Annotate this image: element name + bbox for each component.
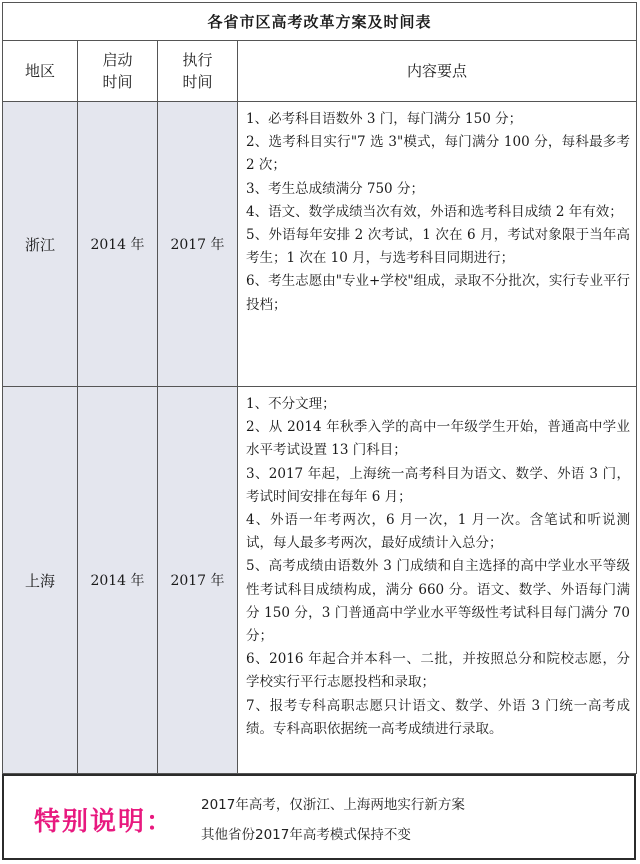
note-line: 2017年高考，仅浙江、上海两地实行新方案 xyxy=(201,797,465,813)
reform-table xyxy=(2,2,637,774)
start-time-cell: 2014 年 xyxy=(78,102,158,387)
table-title: 各省市区高考改革方案及时间表 xyxy=(3,3,637,41)
content-cell: 1、必考科目语数外 3 门，每门满分 150 分； 2、选考科目实行"7 选 3"模式，每门满分 100 分，每科最多考 2 次； 3、考生总成绩满分 750 分； 4、语文、数学成绩当次有效，外语和选考科目成绩 2 年有效； 5、外语每年安排 2 次考试，1 次在 6 月，考试对象限于当年高考生；1 次在 10 月，与选考科目同期进行； 6、考生志愿由"专业+学校"组成，录取不分批次，实行专业平行投档； xyxy=(238,102,637,387)
header-start-time: 启动 时间 xyxy=(78,41,158,102)
region-cell: 浙江 xyxy=(3,102,78,387)
note-line: 其他省份2017年高考模式保持不变 xyxy=(201,827,411,843)
header-region: 地区 xyxy=(3,41,78,102)
table-row xyxy=(3,387,637,774)
note-lines xyxy=(201,790,465,850)
content-cell: 1、不分文理； 2、从 2014 年秋季入学的高中一年级学生开始，普通高中学业水平考试设置 13 门科目； 3、2017 年起，上海统一高考科目为语文、数学、外语 3 门，考试时间安排在每年 6 月； 4、外语一年考两次，6 月一次，1 月一次。含笔试和听说测试，每人最多考两次，最好成绩计入总分； 5、高考成绩由语数外 3 门成绩和自主选择的高中学业水平等级性考试科目成绩构成，满分 660 分。语文、数学、外语每门满分 150 分，3 门普通高中学业水平等级性考试科目每门满分 70 分； 6、2016 年起合并本科一、二批，并按照总分和院校志愿，分学校实行平行志愿投档和录取； 7、报考专科高职志愿只计语文、数学、外语 3 门统一高考成绩。专科高职依据统一高考成绩进行录取。 xyxy=(238,387,637,774)
table-row xyxy=(3,102,637,387)
header-content: 内容要点 xyxy=(238,41,637,102)
special-note xyxy=(2,774,636,862)
exec-time-cell: 2017 年 xyxy=(158,102,238,387)
note-title: 特别说明： xyxy=(34,807,175,837)
header-exec-time: 执行 时间 xyxy=(158,41,238,102)
region-cell: 上海 xyxy=(3,387,78,774)
start-time-cell: 2014 年 xyxy=(78,387,158,774)
exec-time-cell: 2017 年 xyxy=(158,387,238,774)
